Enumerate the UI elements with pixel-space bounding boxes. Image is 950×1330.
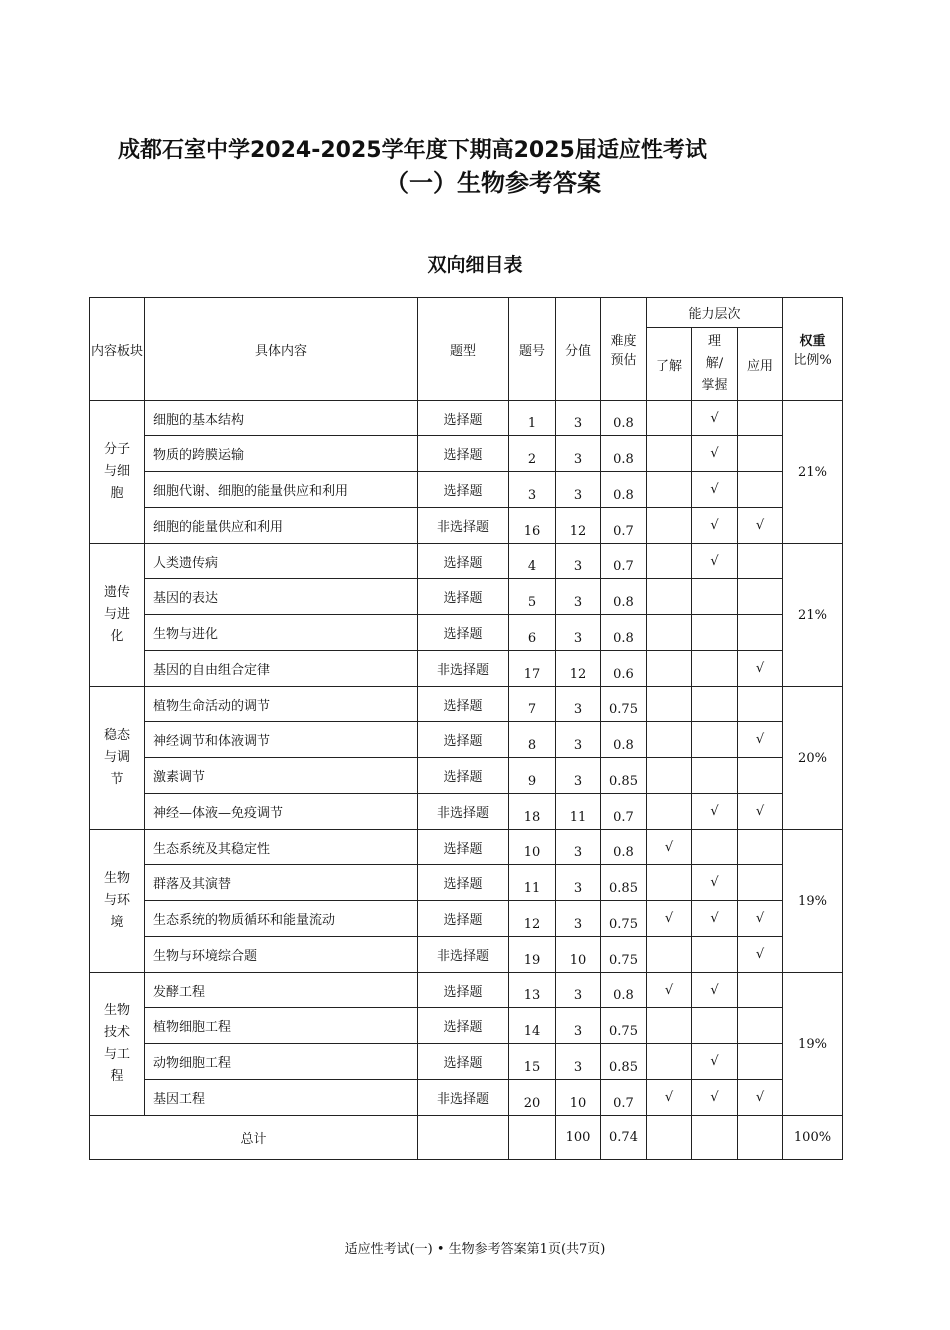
table-row <box>90 472 843 508</box>
understand-check: √ <box>647 901 692 937</box>
master-check <box>692 830 738 865</box>
total-master <box>692 1116 738 1160</box>
apply-check <box>738 758 783 794</box>
number-cell: 16 <box>509 508 556 544</box>
difficulty-cell: 0.8 <box>601 401 647 436</box>
page-footer: 适应性考试(一) • 生物参考答案第1页(共7页) <box>344 1242 606 1257</box>
type-cell: 选择题 <box>418 579 509 615</box>
apply-check <box>738 401 783 436</box>
section-name <box>90 687 145 830</box>
score-cell: 3 <box>556 1008 601 1044</box>
type-cell: 选择题 <box>418 865 509 901</box>
header-master-text: 理解/掌握 <box>701 334 728 393</box>
score-cell: 10 <box>556 1080 601 1116</box>
apply-check <box>738 865 783 901</box>
section-name-text: 遗传与进化 <box>103 585 130 644</box>
understand-check: √ <box>647 973 692 1008</box>
score-cell: 3 <box>556 401 601 436</box>
section-name-text: 分子与细胞 <box>103 442 130 501</box>
total-difficulty: 0.74 <box>601 1116 647 1160</box>
master-check: √ <box>692 1080 738 1116</box>
type-cell: 选择题 <box>418 830 509 865</box>
apply-check <box>738 615 783 651</box>
apply-check: √ <box>738 901 783 937</box>
understand-check <box>647 401 692 436</box>
score-cell: 11 <box>556 794 601 830</box>
understand-check <box>647 794 692 830</box>
master-check: √ <box>692 973 738 1008</box>
header-understand: 了解 <box>647 328 692 401</box>
header-weight-rest: 比例% <box>793 353 832 368</box>
number-cell: 7 <box>509 687 556 722</box>
apply-check <box>738 544 783 579</box>
difficulty-cell: 0.85 <box>601 758 647 794</box>
section-weight: 19% <box>783 830 843 973</box>
difficulty-cell: 0.8 <box>601 615 647 651</box>
difficulty-cell: 0.75 <box>601 901 647 937</box>
score-cell: 3 <box>556 865 601 901</box>
understand-check <box>647 722 692 758</box>
header-difficulty-text: 难度预估 <box>610 334 637 368</box>
number-cell: 1 <box>509 401 556 436</box>
section-weight: 20% <box>783 687 843 830</box>
apply-check <box>738 687 783 722</box>
number-cell: 13 <box>509 973 556 1008</box>
table-row <box>90 722 843 758</box>
number-cell: 18 <box>509 794 556 830</box>
content-cell: 基因的表达 <box>145 579 418 615</box>
difficulty-cell: 0.7 <box>601 1080 647 1116</box>
difficulty-cell: 0.8 <box>601 973 647 1008</box>
score-cell: 3 <box>556 722 601 758</box>
table-row <box>90 1080 843 1116</box>
difficulty-cell: 0.85 <box>601 1044 647 1080</box>
table-row <box>90 687 843 722</box>
content-cell: 细胞的能量供应和利用 <box>145 508 418 544</box>
number-cell: 20 <box>509 1080 556 1116</box>
score-cell: 3 <box>556 758 601 794</box>
understand-check <box>647 651 692 687</box>
document-title-line2: （一）生物参考答案 <box>385 169 601 197</box>
specification-table <box>89 297 843 1160</box>
content-cell: 神经调节和体液调节 <box>145 722 418 758</box>
number-cell: 19 <box>509 937 556 973</box>
type-cell: 选择题 <box>418 901 509 937</box>
content-cell: 生物与环境综合题 <box>145 937 418 973</box>
content-cell: 物质的跨膜运输 <box>145 436 418 472</box>
content-cell: 生物与进化 <box>145 615 418 651</box>
number-cell: 8 <box>509 722 556 758</box>
content-cell: 人类遗传病 <box>145 544 418 579</box>
master-check: √ <box>692 901 738 937</box>
score-cell: 12 <box>556 651 601 687</box>
score-cell: 12 <box>556 508 601 544</box>
understand-check <box>647 937 692 973</box>
number-cell: 11 <box>509 865 556 901</box>
total-type <box>418 1116 509 1160</box>
type-cell: 选择题 <box>418 973 509 1008</box>
type-cell: 选择题 <box>418 472 509 508</box>
apply-check: √ <box>738 1080 783 1116</box>
type-cell: 选择题 <box>418 436 509 472</box>
table-row <box>90 758 843 794</box>
master-check: √ <box>692 1044 738 1080</box>
header-score: 分值 <box>556 298 601 401</box>
type-cell: 选择题 <box>418 401 509 436</box>
understand-check <box>647 508 692 544</box>
header-master <box>692 328 738 401</box>
table-row <box>90 794 843 830</box>
total-label: 总计 <box>90 1116 418 1160</box>
section-name-text: 生物与环境 <box>103 871 130 930</box>
understand-check <box>647 758 692 794</box>
score-cell: 3 <box>556 830 601 865</box>
number-cell: 3 <box>509 472 556 508</box>
type-cell: 选择题 <box>418 1008 509 1044</box>
score-cell: 3 <box>556 1044 601 1080</box>
header-difficulty <box>601 298 647 401</box>
score-cell: 3 <box>556 973 601 1008</box>
number-cell: 14 <box>509 1008 556 1044</box>
type-cell: 非选择题 <box>418 1080 509 1116</box>
master-check <box>692 722 738 758</box>
score-cell: 3 <box>556 579 601 615</box>
master-check <box>692 651 738 687</box>
content-cell: 基因的自由组合定律 <box>145 651 418 687</box>
header-weight-bold: 权重 <box>799 334 826 349</box>
type-cell: 非选择题 <box>418 794 509 830</box>
table-row <box>90 973 843 1008</box>
apply-check <box>738 1008 783 1044</box>
apply-check: √ <box>738 794 783 830</box>
master-check: √ <box>692 865 738 901</box>
master-check: √ <box>692 436 738 472</box>
understand-check: √ <box>647 830 692 865</box>
understand-check <box>647 615 692 651</box>
total-number <box>509 1116 556 1160</box>
number-cell: 2 <box>509 436 556 472</box>
content-cell: 神经—体液—免疫调节 <box>145 794 418 830</box>
number-cell: 9 <box>509 758 556 794</box>
understand-check <box>647 687 692 722</box>
table-row <box>90 937 843 973</box>
apply-check <box>738 436 783 472</box>
master-check: √ <box>692 794 738 830</box>
score-cell: 3 <box>556 436 601 472</box>
total-score: 100 <box>556 1116 601 1160</box>
header-block-text: 内容板块 <box>90 343 143 359</box>
header-block <box>90 298 145 401</box>
understand-check: √ <box>647 1080 692 1116</box>
content-cell: 激素调节 <box>145 758 418 794</box>
section-name <box>90 973 145 1116</box>
difficulty-cell: 0.8 <box>601 830 647 865</box>
difficulty-cell: 0.85 <box>601 865 647 901</box>
section-name-text: 生物技术与工程 <box>103 1003 130 1084</box>
section-weight: 21% <box>783 544 843 687</box>
content-cell: 植物细胞工程 <box>145 1008 418 1044</box>
number-cell: 4 <box>509 544 556 579</box>
apply-check: √ <box>738 937 783 973</box>
understand-check <box>647 544 692 579</box>
score-cell: 3 <box>556 687 601 722</box>
table-row <box>90 579 843 615</box>
master-check: √ <box>692 508 738 544</box>
content-cell: 细胞的基本结构 <box>145 401 418 436</box>
understand-check <box>647 1044 692 1080</box>
header-number: 题号 <box>509 298 556 401</box>
header-type: 题型 <box>418 298 509 401</box>
number-cell: 5 <box>509 579 556 615</box>
header-content: 具体内容 <box>145 298 418 401</box>
score-cell: 3 <box>556 472 601 508</box>
understand-check <box>647 579 692 615</box>
score-cell: 3 <box>556 544 601 579</box>
table-row <box>90 508 843 544</box>
difficulty-cell: 0.75 <box>601 687 647 722</box>
header-weight <box>783 298 843 401</box>
master-check <box>692 615 738 651</box>
section-name <box>90 544 145 687</box>
difficulty-cell: 0.7 <box>601 508 647 544</box>
master-check: √ <box>692 401 738 436</box>
total-understand <box>647 1116 692 1160</box>
total-weight: 100% <box>783 1116 843 1160</box>
apply-check: √ <box>738 508 783 544</box>
difficulty-cell: 0.8 <box>601 722 647 758</box>
content-cell: 生态系统及其稳定性 <box>145 830 418 865</box>
content-cell: 基因工程 <box>145 1080 418 1116</box>
section-weight: 21% <box>783 401 843 544</box>
difficulty-cell: 0.8 <box>601 579 647 615</box>
header-apply: 应用 <box>738 328 783 401</box>
number-cell: 17 <box>509 651 556 687</box>
difficulty-cell: 0.7 <box>601 794 647 830</box>
understand-check <box>647 865 692 901</box>
type-cell: 选择题 <box>418 687 509 722</box>
number-cell: 15 <box>509 1044 556 1080</box>
difficulty-cell: 0.8 <box>601 472 647 508</box>
difficulty-cell: 0.7 <box>601 544 647 579</box>
content-cell: 发酵工程 <box>145 973 418 1008</box>
type-cell: 选择题 <box>418 615 509 651</box>
apply-check <box>738 1044 783 1080</box>
header-ability: 能力层次 <box>647 298 783 328</box>
table-row <box>90 1044 843 1080</box>
master-check <box>692 1008 738 1044</box>
table-title: 双向细目表 <box>427 254 523 276</box>
understand-check <box>647 436 692 472</box>
master-check: √ <box>692 472 738 508</box>
table-row <box>90 865 843 901</box>
master-check: √ <box>692 544 738 579</box>
score-cell: 3 <box>556 615 601 651</box>
difficulty-cell: 0.75 <box>601 1008 647 1044</box>
number-cell: 10 <box>509 830 556 865</box>
table-row <box>90 436 843 472</box>
apply-check: √ <box>738 722 783 758</box>
understand-check <box>647 1008 692 1044</box>
apply-check: √ <box>738 651 783 687</box>
master-check <box>692 579 738 615</box>
master-check <box>692 937 738 973</box>
number-cell: 12 <box>509 901 556 937</box>
content-cell: 群落及其演替 <box>145 865 418 901</box>
difficulty-cell: 0.6 <box>601 651 647 687</box>
table-row <box>90 544 843 579</box>
type-cell: 非选择题 <box>418 508 509 544</box>
type-cell: 非选择题 <box>418 651 509 687</box>
score-cell: 3 <box>556 901 601 937</box>
content-cell: 细胞代谢、细胞的能量供应和利用 <box>145 472 418 508</box>
section-name <box>90 401 145 544</box>
content-cell: 生态系统的物质循环和能量流动 <box>145 901 418 937</box>
total-apply <box>738 1116 783 1160</box>
section-weight: 19% <box>783 973 843 1116</box>
master-check <box>692 758 738 794</box>
table-row <box>90 1008 843 1044</box>
table-row <box>90 401 843 436</box>
apply-check <box>738 579 783 615</box>
section-name-text: 稳态与调节 <box>103 728 130 787</box>
type-cell: 非选择题 <box>418 937 509 973</box>
total-row <box>90 1116 843 1160</box>
difficulty-cell: 0.75 <box>601 937 647 973</box>
table-row <box>90 615 843 651</box>
section-name <box>90 830 145 973</box>
content-cell: 植物生命活动的调节 <box>145 687 418 722</box>
number-cell: 6 <box>509 615 556 651</box>
type-cell: 选择题 <box>418 758 509 794</box>
table-row <box>90 901 843 937</box>
difficulty-cell: 0.8 <box>601 436 647 472</box>
document-title-line1: 成都石室中学2024-2025学年度下期高2025届适应性考试 <box>118 138 707 163</box>
apply-check <box>738 472 783 508</box>
type-cell: 选择题 <box>418 1044 509 1080</box>
type-cell: 选择题 <box>418 544 509 579</box>
table-row <box>90 830 843 865</box>
table-row <box>90 651 843 687</box>
score-cell: 10 <box>556 937 601 973</box>
master-check <box>692 687 738 722</box>
type-cell: 选择题 <box>418 722 509 758</box>
apply-check <box>738 973 783 1008</box>
understand-check <box>647 472 692 508</box>
content-cell: 动物细胞工程 <box>145 1044 418 1080</box>
apply-check <box>738 830 783 865</box>
